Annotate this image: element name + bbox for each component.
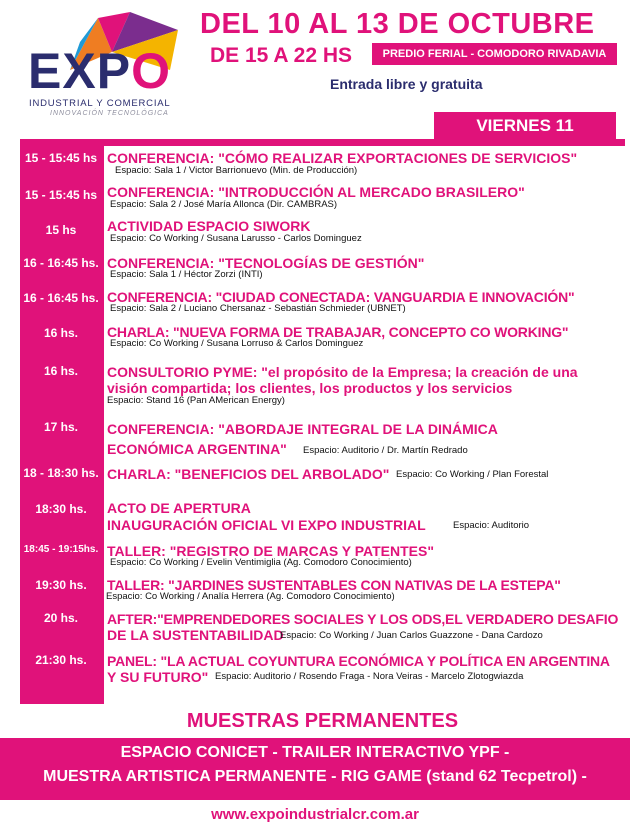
logo-tagline: INNOVACIÓN TECNOLÓGICA bbox=[50, 110, 169, 117]
schedule-space: Espacio: Sala 1 / Victor Barrionuevo (Min. de Producción) bbox=[115, 165, 358, 176]
schedule-space: Espacio: Auditorio bbox=[453, 520, 530, 531]
schedule-title: CONFERENCIA: "TECNOLOGÍAS DE GESTIÓN" bbox=[107, 255, 425, 271]
schedule-time: 16 - 16:45 hs. bbox=[23, 256, 99, 270]
schedule-time: 19:30 hs. bbox=[35, 578, 87, 592]
schedule-title: AFTER:"EMPRENDEDORES SOCIALES Y LOS ODS,EL VERDADERO DESAFIO bbox=[107, 611, 619, 627]
event-hours: DE 15 A 22 HS bbox=[210, 44, 353, 67]
venue-badge: PREDIO FERIAL - COMODORO RIVADAVIA bbox=[372, 43, 617, 65]
schedule-title: CONFERENCIA: "INTRODUCCIÓN AL MERCADO BRASILERO" bbox=[107, 184, 525, 200]
schedule-time: 18:30 hs. bbox=[35, 502, 87, 516]
schedule-time: 18:45 - 19:15hs. bbox=[23, 544, 99, 555]
schedule-space: Espacio: Sala 1 / Héctor Zorzi (INTI) bbox=[110, 269, 263, 280]
schedule-space: Espacio: Co Working / Plan Forestal bbox=[396, 469, 549, 480]
schedule-space: Espacio: Co Working / Evelin Ventimiglia (Ag. Comodoro Conocimiento) bbox=[110, 557, 412, 568]
schedule-space: Espacio: Auditorio / Rosendo Fraga - Nora Veiras - Marcelo Zlotogwiazda bbox=[215, 671, 524, 682]
schedule-title: CONFERENCIA: "CÓMO REALIZAR EXPORTACIONES DE SERVICIOS" bbox=[107, 150, 578, 166]
permanent-line-2: MUESTRA ARTISTICA PERMANENTE - RIG GAME (stand 62 Tecpetrol) - bbox=[43, 768, 587, 785]
schedule-space: Espacio: Co Working / Analía Herrera (Ag. Comodoro Conocimiento) bbox=[106, 591, 395, 602]
schedule-time: 16 - 16:45 hs. bbox=[23, 291, 99, 305]
schedule-space: Espacio: Sala 2 / José María Allonca (Dir. CAMBRAS) bbox=[110, 199, 338, 210]
schedule-space: Espacio: Co Working / Susana Lorruso & Carlos Dominguez bbox=[110, 338, 364, 349]
schedule-space: Espacio: Co Working / Juan Carlos Guazzone - Dana Cardozo bbox=[280, 630, 543, 641]
logo-subtitle: INDUSTRIAL Y COMERCIAL bbox=[29, 98, 171, 109]
schedule-title: TALLER: "JARDINES SUSTENTABLES CON NATIVAS DE LA ESTEPA" bbox=[107, 577, 561, 593]
top-rule bbox=[20, 139, 625, 146]
schedule-title: PANEL: "LA ACTUAL COYUNTURA ECONÓMICA Y POLÍTICA EN ARGENTINA bbox=[107, 653, 610, 669]
schedule-space: Espacio: Sala 2 / Luciano Chersanaz - Sebastián Schmieder (UBNET) bbox=[110, 303, 406, 314]
schedule-title: ACTO DE APERTURA bbox=[107, 500, 251, 516]
schedule-time: 21:30 hs. bbox=[35, 653, 87, 667]
permanent-band bbox=[0, 738, 630, 800]
schedule-space: Espacio: Co Working / Susana Larusso - Carlos Dominguez bbox=[110, 233, 362, 244]
schedule-space: Espacio: Auditorio / Dr. Martín Redrado bbox=[303, 445, 468, 456]
schedule-time: 16 hs. bbox=[43, 326, 79, 340]
permanent-line-1: ESPACIO CONICET - TRAILER INTERACTIVO YPF - bbox=[120, 744, 510, 761]
expo-logo bbox=[20, 12, 185, 122]
event-dates: DEL 10 AL 13 DE OCTUBRE bbox=[200, 8, 595, 40]
logo-word: EXPO bbox=[28, 43, 171, 99]
schedule-title-line2: Y SU FUTURO" bbox=[107, 669, 209, 685]
schedule-time: 17 hs. bbox=[43, 420, 79, 434]
schedule-title: CHARLA: "NUEVA FORMA DE TRABAJAR, CONCEPTO CO WORKING" bbox=[107, 324, 569, 340]
schedule-time: 18 - 18:30 hs. bbox=[23, 466, 99, 480]
website-link[interactable]: www.expoindustrialcr.com.ar bbox=[211, 806, 419, 823]
schedule-title-line2: ECONÓMICA ARGENTINA" bbox=[107, 441, 287, 457]
schedule-title: CHARLA: "BENEFICIOS DEL ARBOLADO" bbox=[107, 466, 390, 482]
schedule-title: CONFERENCIA: "CIUDAD CONECTADA: VANGUARDIA E INNOVACIÓN" bbox=[107, 289, 575, 305]
permanent-heading: MUESTRAS PERMANENTES bbox=[186, 709, 459, 732]
schedule-time: 15 hs bbox=[45, 223, 77, 237]
day-tab: VIERNES 11 bbox=[434, 112, 616, 140]
schedule-title: ACTIVIDAD ESPACIO SIWORK bbox=[107, 218, 311, 234]
schedule-title: CONSULTORIO PYME: "el propósito de la Empresa; la creación de una bbox=[107, 364, 578, 380]
schedule-title: TALLER: "REGISTRO DE MARCAS Y PATENTES" bbox=[107, 543, 434, 559]
schedule-title-line2: DE LA SUSTENTABILIDAD bbox=[107, 627, 284, 643]
entry-note: Entrada libre y gratuita bbox=[330, 76, 483, 92]
schedule-title: CONFERENCIA: "ABORDAJE INTEGRAL DE LA DINÁMICA bbox=[107, 421, 498, 437]
schedule-time: 15 - 15:45 hs bbox=[24, 151, 98, 165]
schedule-space: Espacio: Stand 16 (Pan AMerican Energy) bbox=[107, 395, 285, 406]
schedule-time: 20 hs. bbox=[43, 611, 79, 625]
schedule-time: 16 hs. bbox=[43, 364, 79, 378]
schedule-time: 15 - 15:45 hs bbox=[24, 188, 98, 202]
schedule-title-line2: visión compartida; los clientes, los productos y los servicios bbox=[107, 380, 513, 396]
schedule-title-line2: INAUGURACIÓN OFICIAL VI EXPO INDUSTRIAL bbox=[107, 517, 426, 533]
